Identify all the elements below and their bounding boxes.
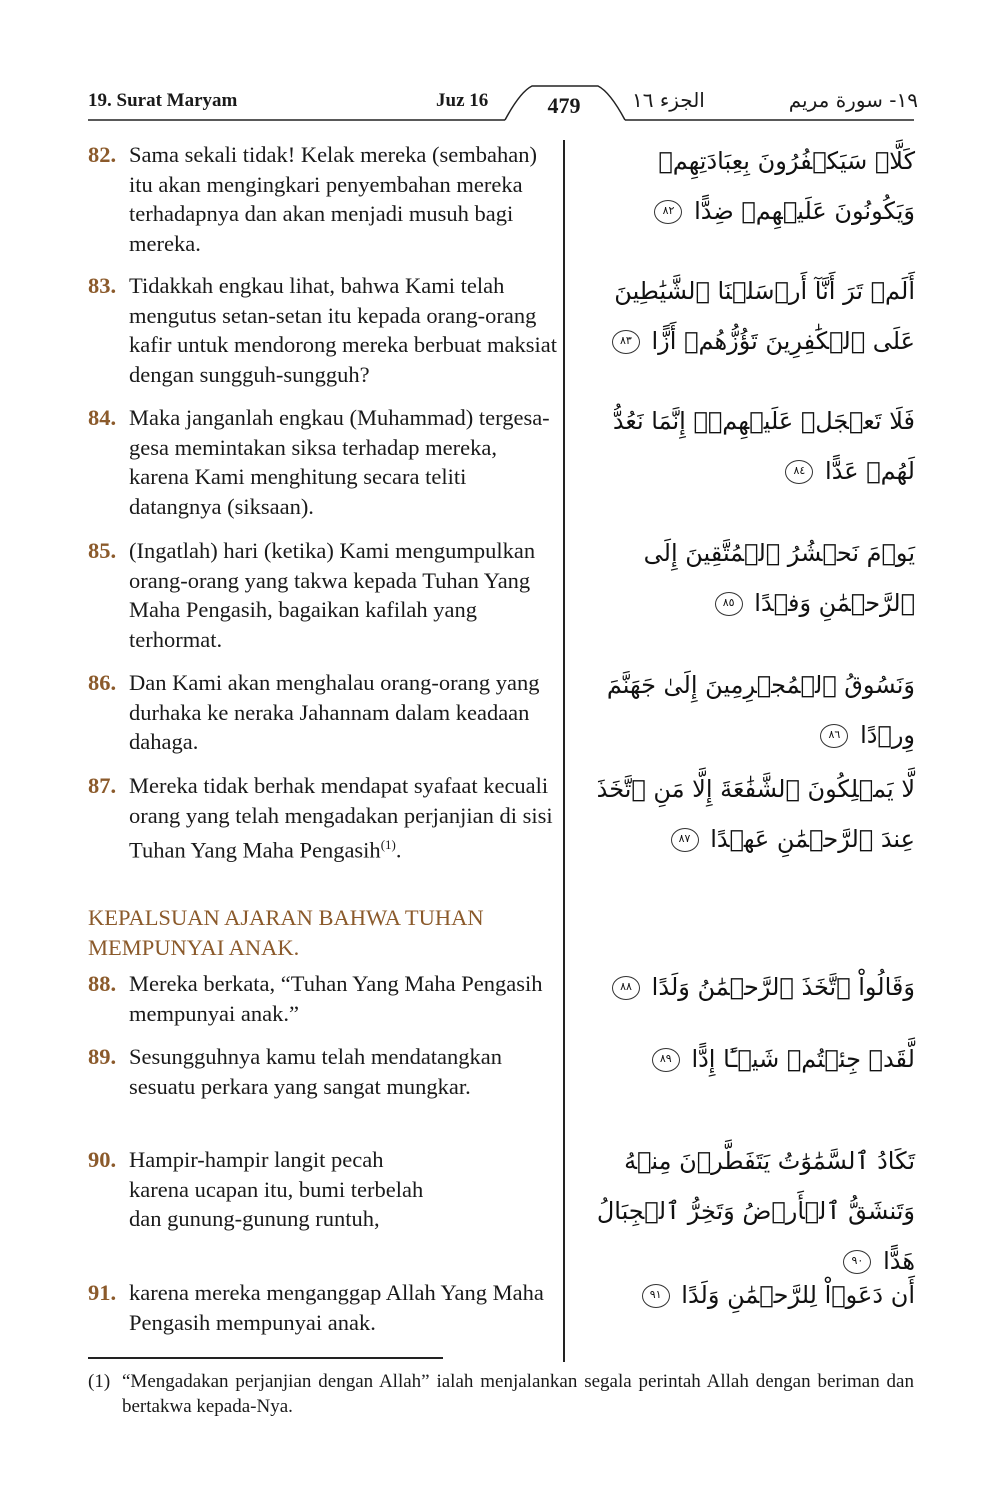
verse-translation	[88, 271, 558, 389]
arabic-juz-label: الجزء ١٦	[632, 88, 705, 112]
verse-text: Tidakkah engkau lihat, bahwa Kami telah mengutus setan-setan itu kepada orang-orang kafir untuk mendorong mereka berbuat maksiat dengan sungguh-sungguh?	[129, 273, 557, 387]
verse-number: 87.	[88, 773, 117, 798]
arabic-text: وَنَسُوقُ ٱلۡمُجۡرِمِينَ إِلَىٰ جَهَنَّمَ وِرۡدًا	[606, 671, 915, 749]
arabic-text: كَلَّاۚ سَيَكۡفُرُونَ بِعِبَادَتِهِمۡ وَيَكُونُونَ عَلَيۡهِمۡ ضِدًّا	[658, 147, 915, 225]
verse-translation	[88, 140, 558, 258]
surah-title: 19. Surat Maryam	[88, 90, 238, 111]
verse-arabic	[595, 962, 915, 1012]
verse-translation	[88, 1278, 558, 1337]
verse-text: karena mereka menganggap Allah Yang Maha Pengasih mempunyai anak.	[129, 1280, 544, 1335]
ayah-number-icon: ٨٨	[612, 976, 640, 1000]
footnote-number: (1)	[88, 1371, 111, 1392]
arabic-text: لَّا يَمۡلِكُونَ ٱلشَّفَٰعَةَ إِلَّا مَنِ ٱتَّخَذَ عِندَ ٱلرَّحۡمَٰنِ عَهۡدًا	[596, 775, 915, 853]
verse-text-end: .	[395, 837, 402, 863]
ayah-number-icon: ٩٠	[843, 1250, 871, 1274]
arabic-text: وَقَالُواْ ٱتَّخَذَ ٱلرَّحۡمَٰنُ وَلَدًا	[651, 973, 915, 1001]
verse-arabic	[595, 396, 915, 496]
footnote	[88, 1369, 914, 1419]
verse-number: 84.	[88, 405, 117, 430]
arabic-text: أَن دَعَوۡاْ لِلرَّحۡمَٰنِ وَلَدًا	[681, 1281, 915, 1309]
verse-arabic	[595, 266, 915, 366]
arabic-text: لَّقَدۡ جِئۡتُمۡ شَيۡـًٔا إِدًّا	[691, 1045, 915, 1073]
ayah-number-icon: ٨٩	[652, 1048, 680, 1072]
verse-arabic	[595, 528, 915, 628]
verse-arabic	[595, 136, 915, 236]
arabic-text: فَلَا تَعۡجَلۡ عَلَيۡهِمۡۖ إِنَّمَا نَعُدُّ لَهُمۡ عَدًّا	[612, 407, 915, 485]
verse-text: Dan Kami akan menghalau orang-orang yang durhaka ke neraka Jahannam dalam keadaan dahaga.	[129, 670, 540, 754]
page-number: 479	[547, 93, 581, 118]
verse-arabic	[595, 1034, 915, 1084]
verse-arabic	[595, 660, 915, 760]
verse-text: Sesungguhnya kamu telah mendatangkan sesuatu perkara yang sangat mungkar.	[129, 1044, 503, 1099]
verse-number: 91.	[88, 1280, 117, 1305]
verse-text: Hampir-hampir langit pecah karena ucapan itu, bumi terbelah dan gunung-gunung runtuh,	[129, 1147, 424, 1231]
verse-arabic	[595, 1136, 915, 1286]
verse-number: 83.	[88, 273, 117, 298]
column-divider	[563, 140, 565, 1362]
verse-text: Maka janganlah engkau (Muhammad) tergesa-gesa memintakan siksa terhadap mereka, karena Kami menghitung secara teliti datangnya (siksaan).	[129, 405, 550, 519]
ayah-number-icon: ٨٥	[715, 592, 743, 616]
verse-text	[129, 771, 558, 865]
juz-label: Juz 16	[436, 90, 489, 111]
arabic-text: أَلَمۡ تَرَ أَنَّآ أَرۡسَلۡنَا ٱلشَّيَٰطِينَ عَلَى ٱلۡكَٰفِرِينَ تَؤُزُّهُمۡ أَزًّا	[614, 277, 915, 355]
verse-number: 85.	[88, 538, 117, 563]
footnote-divider	[88, 1357, 443, 1359]
verse-translation	[88, 536, 558, 654]
ayah-number-icon: ٨٦	[820, 724, 848, 748]
verse-translation	[88, 668, 558, 757]
verse-translation	[88, 771, 558, 865]
verse-number: 86.	[88, 670, 117, 695]
section-title: KEPALSUAN AJARAN BAHWA TUHAN MEMPUNYAI ANAK.	[88, 905, 484, 960]
ayah-number-icon: ٨٤	[785, 460, 813, 484]
arabic-text: يَوۡمَ نَحۡشُرُ ٱلۡمُتَّقِينَ إِلَى ٱلرَّحۡمَٰنِ وَفۡدًا	[643, 539, 915, 617]
ayah-number-icon: ٩١	[642, 1284, 670, 1308]
footnote-reference[interactable]: (1)	[380, 837, 396, 852]
ayah-number-icon: ٨٧	[671, 828, 699, 852]
verse-translation	[88, 1042, 558, 1101]
page-header	[0, 0, 1000, 130]
footnote-text: “Mengadakan perjanjian dengan Allah” ialah menjalankan segala perintah Allah dengan beriman dan bertakwa kepada-Nya.	[122, 1371, 914, 1417]
arabic-text: تَكَادُ ٱلسَّمَٰوَٰتُ يَتَفَطَّرۡنَ مِنۡهُ وَتَنشَقُّ ٱلۡأَرۡضُ وَتَخِرُّ ٱلۡجِبَالُ هَدًّا	[596, 1147, 915, 1275]
verse-arabic	[595, 1270, 915, 1320]
verse-number: 88.	[88, 971, 117, 996]
verse-text-body: Mereka tidak berhak mendapat syafaat kecuali orang yang telah mengadakan perjanjian di sisi Tuhan Yang Maha Pengasih	[129, 773, 553, 863]
verse-number: 82.	[88, 142, 117, 167]
verse-number: 90.	[88, 1147, 117, 1172]
arabic-surah-title: ١٩- سورة مريم	[788, 88, 918, 112]
verse-arabic	[595, 764, 915, 864]
verse-translation	[88, 1145, 428, 1234]
verse-number: 89.	[88, 1044, 117, 1069]
ayah-number-icon: ٨٢	[654, 200, 682, 224]
ayah-number-icon: ٨٣	[612, 330, 640, 354]
verse-text: (Ingatlah) hari (ketika) Kami mengumpulkan orang-orang yang takwa kepada Tuhan Yang Maha Pengasih, bagaikan kafilah yang terhormat.	[129, 538, 536, 652]
verse-translation	[88, 403, 558, 521]
verse-translation	[88, 969, 558, 1028]
verse-text: Mereka berkata, “Tuhan Yang Maha Pengasih mempunyai anak.”	[129, 971, 543, 1026]
verse-text: Sama sekali tidak! Kelak mereka (sembahan) itu akan mengingkari penyembahan mereka terhadapnya dan akan menjadi musuh bagi mereka.	[129, 142, 537, 256]
